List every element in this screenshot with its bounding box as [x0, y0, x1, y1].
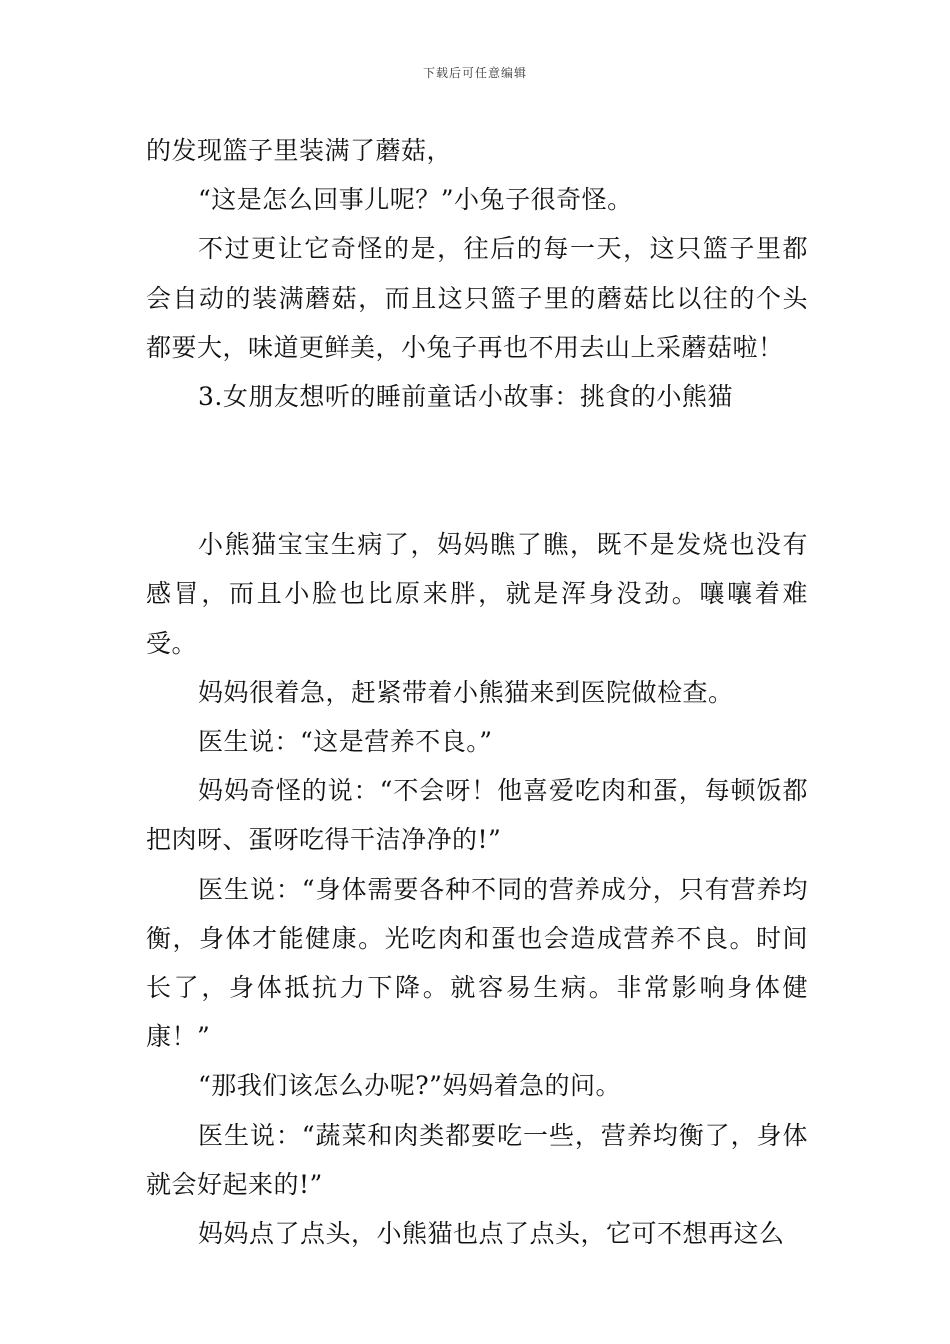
paragraph: 医生说：“这是营养不良。” — [198, 727, 493, 757]
paragraph: “那我们该怎么办呢?”妈妈着急的问。 — [198, 1071, 621, 1101]
paragraph: 妈妈点了点头，小熊猫也点了点头，它可不想再这么 — [198, 1219, 785, 1249]
paragraph-continuation: 的发现篮子里装满了蘑菇， — [146, 136, 453, 165]
paragraph: 医生说：“身体需要各种不同的营养成分，只有营养均衡，身体才能健康。光吃肉和蛋也会造成营养不良。时间长了，身体抵抗力下降。就容易生病。非常影响身体健康！” — [146, 874, 808, 1052]
page-header: 下载后可任意编辑 — [422, 66, 527, 80]
story-title: 3.女朋友想听的睡前童话小故事：挑食的小熊猫 — [198, 382, 733, 412]
document-body — [146, 126, 808, 1258]
paragraph: 妈妈奇怪的说：“不会呀！他喜爱吃肉和蛋，每顿饭都把肉呀、蛋呀吃得干洁净净的!” — [146, 776, 808, 855]
paragraph: 小熊猫宝宝生病了，妈妈瞧了瞧，既不是发烧也没有感冒，而且小脸也比原来胖，就是浑身没劲。嚷嚷着难受。 — [146, 530, 808, 658]
paragraph: 妈妈很着急，赶紧带着小熊猫来到医院做检查。 — [198, 677, 734, 707]
paragraph: “这是怎么回事儿呢？”小兔子很奇怪。 — [198, 185, 633, 215]
blank-space — [146, 421, 808, 520]
paragraph: 不过更让它奇怪的是，往后的每一天，这只篮子里都会自动的装满蘑菇，而且这只篮子里的蘑菇比以往的个头都要大，味道更鲜美，小兔子再也不用去山上采蘑菇啦！ — [146, 234, 808, 362]
paragraph: 医生说：“蔬菜和肉类都要吃一些，营养均衡了，身体就会好起来的!” — [146, 1120, 808, 1199]
